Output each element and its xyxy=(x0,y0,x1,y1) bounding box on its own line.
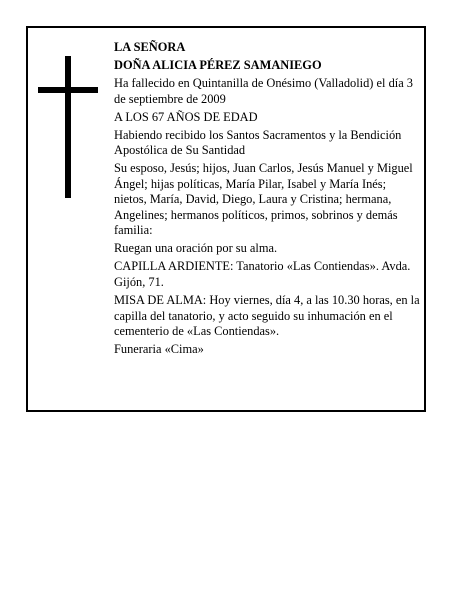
mass-info: MISA DE ALMA: Hoy viernes, día 4, a las 10.30 horas, en la capilla del tanatorio, y acto seguido su inhumación en el cementerio de «Las Contiendas». xyxy=(114,293,420,339)
family-list: Su esposo, Jesús; hijos, Juan Carlos, Jesús Manuel y Miguel Ángel; hijas políticas, María Pilar, Isabel y María Inés; nietos, María, David, Diego, Laura y Cristina; hermana, Angelines; hermanos políticos, primos, sobrinos y demás familia: xyxy=(114,161,413,238)
death-announcement: Ha fallecido en Quintanilla de Onésimo (Valladolid) el día 3 de septiembre de 2009 xyxy=(114,75,414,106)
age-line: A LOS 67 AÑOS DE EDAD xyxy=(114,109,258,124)
notice-title: LA SEÑORA xyxy=(114,40,186,54)
deceased-name: DOÑA ALICIA PÉREZ SAMANIEGO xyxy=(114,57,322,72)
obituary-notice xyxy=(26,26,426,412)
cross-vertical-bar xyxy=(65,56,71,198)
notice-text xyxy=(114,40,420,360)
sacraments-line: Habiendo recibido los Santos Sacramentos y la Bendición Apostólica de Su Santidad xyxy=(114,127,402,158)
chapel-info: CAPILLA ARDIENTE: Tanatorio «Las Contiendas». Avda. Gijón, 71. xyxy=(114,259,411,290)
prayer-request: Ruegan una oración por su alma. xyxy=(114,241,278,256)
cross-horizontal-bar xyxy=(38,87,98,93)
latin-cross-icon xyxy=(38,56,98,198)
funeral-home: Funeraria «Cima» xyxy=(114,342,204,357)
